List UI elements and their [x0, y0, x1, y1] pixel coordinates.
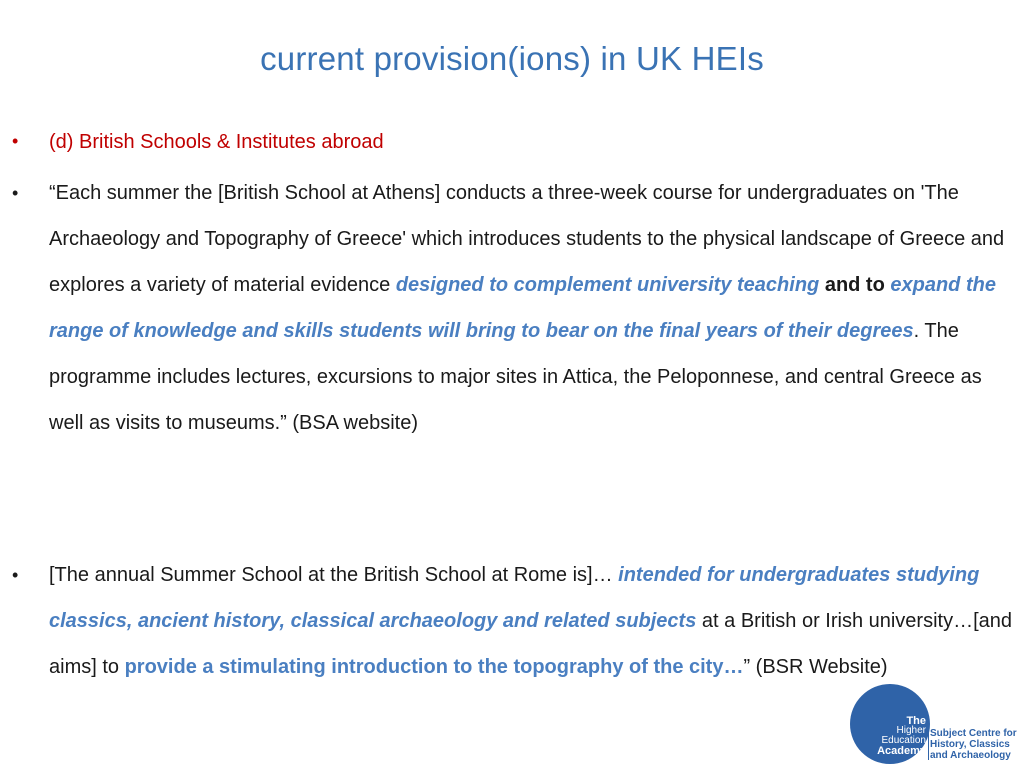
hea-logo — [850, 684, 1024, 768]
text-segment: ” (BSR Website) — [743, 656, 888, 678]
bullet-marker: • — [12, 131, 19, 151]
bullet-text — [49, 170, 1014, 446]
logo-subject-line: History, Classics — [930, 739, 1010, 750]
emphasis-bold-segment: provide a stimulating introduction to the topography of the city… — [124, 656, 744, 678]
emphasis-segment: designed to complement university teaching — [395, 274, 820, 296]
emphasis-segment: intended for undergraduates studying classics, ancient history, classical archaeology and related subjects — [49, 564, 980, 632]
logo-subject-centre — [930, 728, 1024, 761]
logo-line: The — [906, 715, 926, 727]
bullet-text — [49, 119, 1014, 165]
text-segment: [The annual Summer School at the British School at Rome is]… — [49, 564, 619, 586]
bullet-marker: • — [12, 183, 19, 203]
emphasis-segment: expand the range of knowledge and skills students will bring to bear on the final years of their degrees — [49, 274, 996, 342]
text-segment: “Each summer the [British School at Athens] conducts a three-week course for undergraduates on 'The Archaeology and Topography of Greece' which introduces students to the physical landscape of Greece and explores a variety of material evidence — [49, 182, 1005, 296]
slide-title: current provision(ions) in UK HEIs — [260, 40, 764, 77]
logo-line: Education — [881, 735, 926, 746]
logo-line: Academy — [877, 745, 926, 757]
text-segment: . The programme includes lectures, excursions to major sites in Attica, the Peloponnese, and central Greece as well as visits to museums.” (BSA website) — [49, 320, 982, 434]
logo-subject-line: and Archaeology — [930, 750, 1011, 761]
logo-wordmark — [856, 716, 926, 756]
bullet-text — [49, 552, 1014, 690]
logo-divider — [928, 726, 929, 760]
logo-subject-line: Subject Centre for — [930, 728, 1017, 739]
bold-segment: and to — [819, 274, 891, 296]
bullet-marker: • — [12, 565, 19, 585]
logo-line: Higher — [896, 725, 926, 736]
text-segment: (d) British Schools & Institutes abroad — [49, 131, 384, 153]
text-segment: at a British or Irish university…[and aims] to — [49, 610, 1013, 678]
